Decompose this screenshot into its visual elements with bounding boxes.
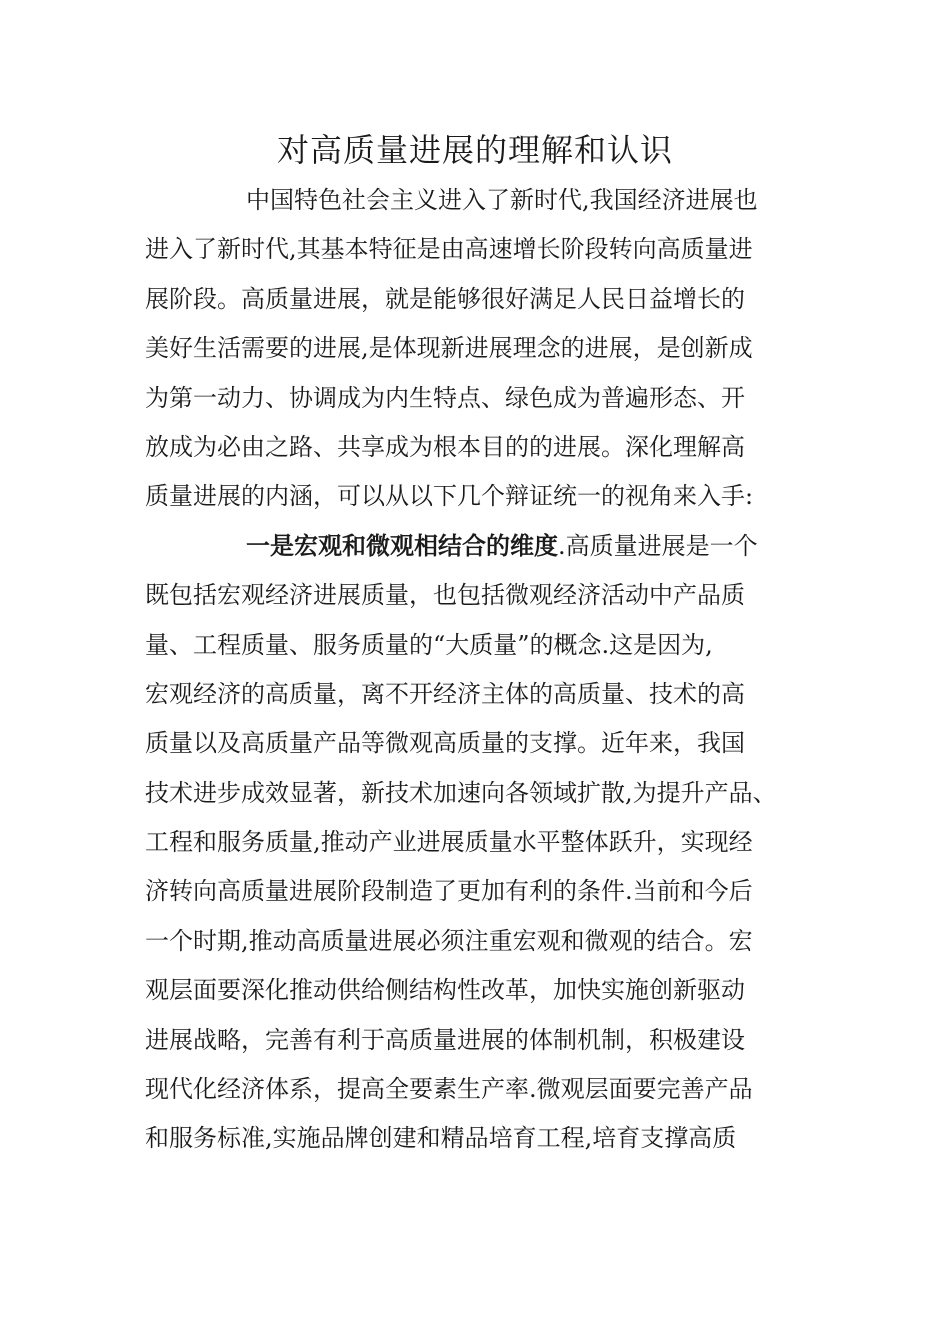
paragraph-line: 进入了新时代,其基本特征是由高速增长阶段转向高质量进 [145,235,753,264]
paragraph-line: 放成为必由之路、共享成为根本目的的进展。深化理解高 [145,432,745,461]
paragraph-line: 济转向高质量进展阶段制造了更加有利的条件.当前和今后 [145,877,753,906]
paragraph-line: 技术进步成效显著，新技术加速向各领域扩散,为提升产品、 [145,778,777,807]
paragraph-line: 质量以及高质量产品等微观高质量的支撑。近年来，我国 [145,729,745,758]
paragraph-line: 和服务标准,实施品牌创建和精品培育工程,培育支撑高质 [145,1124,737,1153]
paragraph-line: 一个时期,推动高质量进展必须注重宏观和微观的结合。宏 [145,926,753,955]
section-heading: 一是宏观和微观相结合的维度 [246,531,558,560]
paragraph-line: 为第一动力、协调成为内生特点、绿色成为普遍形态、开 [145,383,745,412]
paragraph-line: 宏观经济的高质量，离不开经济主体的高质量、技术的高 [145,679,745,708]
paragraph-line: 进展战略，完善有利于高质量进展的体制机制，积极建设 [145,1025,745,1054]
paragraph-line: 展阶段。高质量进展，就是能够很好满足人民日益增长的 [145,284,745,313]
section-first-line-text: .高质量进展是一个 [558,531,758,560]
paragraph-line: 美好生活需要的进展,是体现新进展理念的进展，是创新成 [145,334,753,363]
paragraph-line: 观层面要深化推动供给侧结构性改革，加快实施创新驱动 [145,976,745,1005]
document-title: 对高质量进展的理解和认识 [276,131,673,169]
paragraph-line: 质量进展的内涵，可以从以下几个辩证统一的视角来入手: [145,482,754,511]
paragraph-line: 现代化经济体系，提高全要素生产率.微观层面要完善产品 [145,1075,753,1104]
paragraph-line: 工程和服务质量,推动产业进展质量水平整体跃升，实现经 [145,828,753,857]
section-first-line [145,522,815,571]
paragraph-line: 既包括宏观经济进展质量，也包括微观经济活动中产品质 [145,581,745,610]
paragraph-line: 量、工程质量、服务质量的“大质量”的概念.这是因为, [145,630,713,659]
paragraph-line: 中国特色社会主义进入了新时代,我国经济进展也 [246,186,758,214]
document-body [145,176,815,1164]
